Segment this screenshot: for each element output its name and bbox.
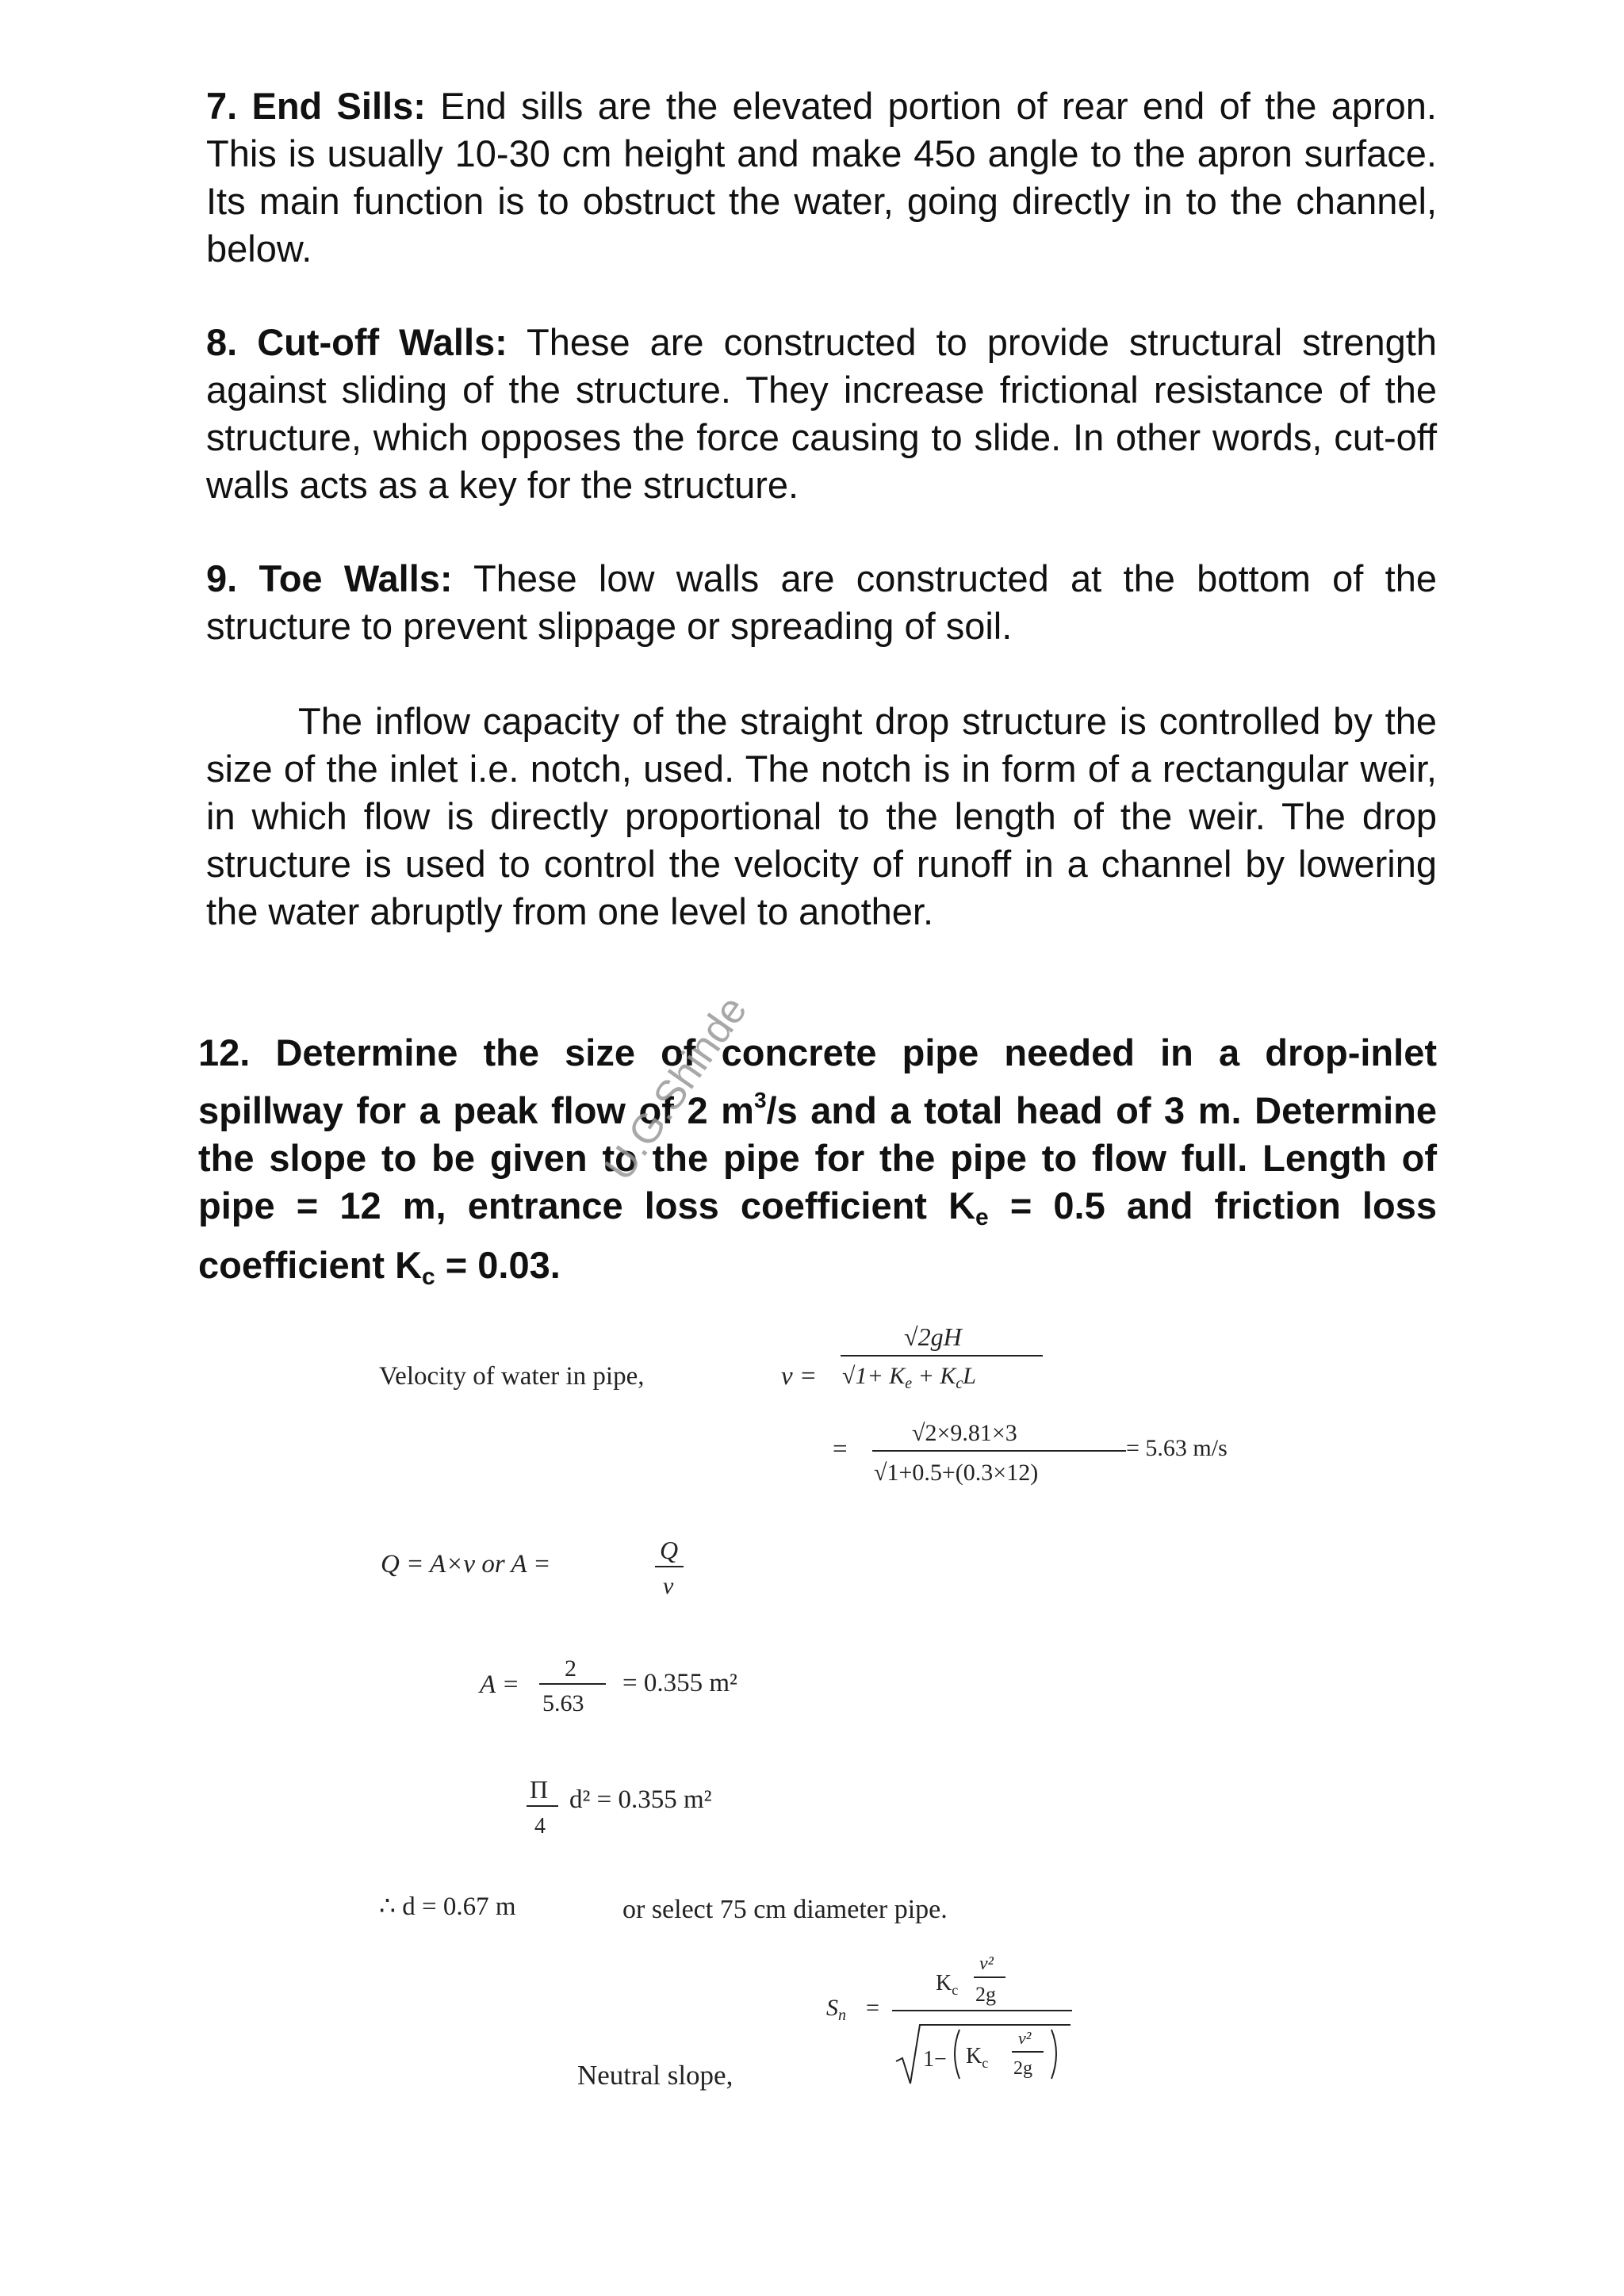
velocity-denominator: $√1+ K_e + K_cL$ xyxy=(842,1363,976,1392)
calc-numerator: √2×9.81×3 xyxy=(912,1420,1017,1446)
calc-eq-sign: = xyxy=(833,1435,848,1464)
svg-text:Π: Π xyxy=(530,1775,549,1804)
subscript-c: c xyxy=(422,1264,435,1290)
area-fraction xyxy=(533,1647,612,1719)
cutoff-walls-paragraph xyxy=(206,319,1437,509)
calc-denominator: √1+0.5+(0.3×12) xyxy=(874,1460,1039,1486)
velocity-numerator: √2gH xyxy=(904,1322,962,1351)
svg-text:v: v xyxy=(663,1573,674,1599)
cutoff-walls-title: 8. Cut-off Walls: xyxy=(206,321,508,363)
diameter-result: ∴ d = 0.67 m xyxy=(379,1892,516,1921)
velocity-label: Velocity of water in pipe, xyxy=(379,1362,645,1391)
svg-text:Kc: $K_c$ xyxy=(966,2044,989,2071)
continuity-eq: Q = A×v or A = xyxy=(381,1550,551,1578)
toe-walls-paragraph xyxy=(206,555,1437,650)
svg-text:2: 2 xyxy=(565,1655,576,1682)
end-sills-title: 7. End Sills: xyxy=(206,85,426,127)
inflow-paragraph: The inflow capacity of the straight drop structure is controlled by the size of the inlet i.e. notch, used. The notch is in form of a rectangular weir, in which flow is directly proportional to the length of the weir. The drop structure is used to control the velocity of runoff in a channel by lowering the water abruptly from one level to another. xyxy=(206,700,1437,932)
svg-text:2g: 2g xyxy=(975,1983,996,2006)
area-result: = 0.355 m² xyxy=(622,1669,737,1697)
svg-text:=: = xyxy=(866,1995,879,2021)
svg-text:v²: v² xyxy=(1018,2028,1032,2048)
area-diameter-eq: d² = 0.355 m² xyxy=(569,1785,712,1814)
svg-text:1−: 1− xyxy=(923,2047,947,2072)
superscript-3: 3 xyxy=(753,1088,767,1112)
svg-text:4: 4 xyxy=(534,1814,546,1839)
neutral-slope-formula xyxy=(817,1942,1086,2093)
svg-text:Q: Q xyxy=(660,1536,679,1564)
svg-text:v²: v² xyxy=(979,1954,994,1974)
toe-walls-title: 9. Toe Walls: xyxy=(206,557,453,599)
question-text-4: = 0.03. xyxy=(435,1244,561,1286)
cutoff-walls-body: These are constructed to provide structural strength against sliding of the structure. They increase frictional resistance of the structure, which opposes the force causing to slide. In other words, cut-off walls acts as a key for the structure. xyxy=(206,321,1437,506)
svg-text:Sn: $S_n$ xyxy=(826,1995,846,2024)
subscript-e: e xyxy=(975,1204,989,1230)
velocity-eq-sign: v = xyxy=(781,1362,818,1391)
neutral-slope-label: Neutral slope, xyxy=(577,2060,733,2091)
svg-text:2g: 2g xyxy=(1013,2058,1032,2079)
velocity-formula xyxy=(833,1312,1055,1399)
question-text-2: /s and a total head of 3 m. Determine the slope to be given to the pipe for the pipe to flow full. Length of pipe = 12 m, entrance loss coefficient K xyxy=(198,1089,1437,1226)
velocity-result: = 5.63 m/s xyxy=(1126,1435,1228,1461)
question-text-3: = 0.5 and friction loss coefficient K xyxy=(198,1184,1437,1286)
question-text-1: 12. Determine the size of concrete pipe needed in a drop-inlet spillway for a peak flow of 2 m xyxy=(198,1031,1437,1131)
question-12 xyxy=(198,1029,1437,1301)
watermark: U.G.Shinde xyxy=(596,987,756,1189)
end-sills-body: End sills are the elevated portion of rear end of the apron. This is usually 10-30 cm height and make 45o angle to the apron surface. Its main function is to obstruct the water, going directly in to the channel, below. xyxy=(206,85,1437,270)
q-over-v xyxy=(650,1530,690,1601)
end-sills-paragraph xyxy=(206,82,1437,273)
area-eq: A = xyxy=(480,1670,520,1699)
svg-text:Kc: $K_c$ xyxy=(936,1971,959,1998)
pi-over-4 xyxy=(523,1770,563,1841)
toe-walls-body: These low walls are constructed at the bottom of the structure to prevent slippage or spreading of soil. xyxy=(206,557,1437,647)
velocity-calculation xyxy=(856,1407,1142,1494)
select-pipe-text: or select 75 cm diameter pipe. xyxy=(622,1895,948,1924)
svg-text:5.63: 5.63 xyxy=(542,1690,584,1716)
